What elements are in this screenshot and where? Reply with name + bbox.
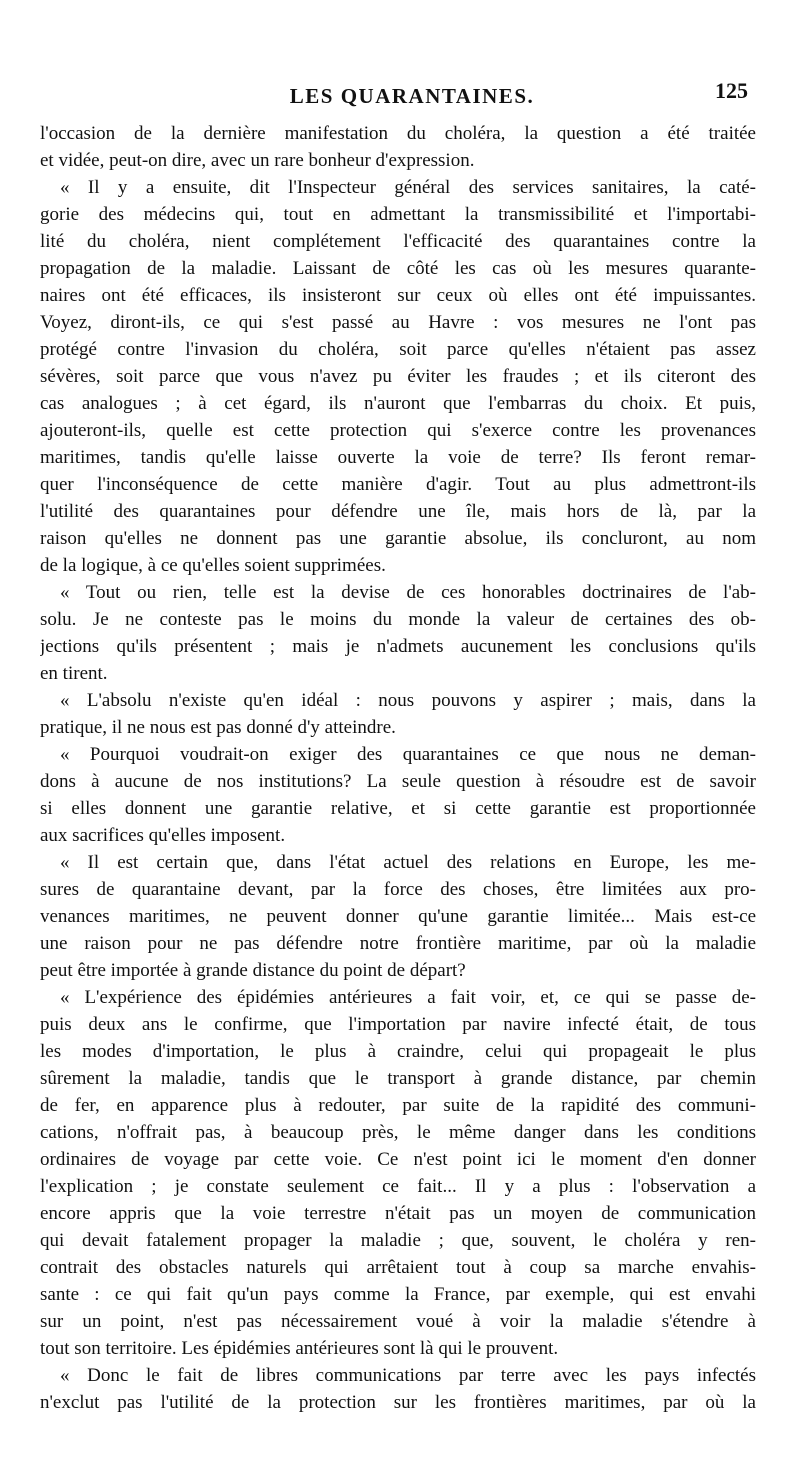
text-line: venances maritimes, ne peuvent donner qu'une garantie limitée... Mais est-ce [40,906,756,927]
text-line: Voyez, diront-ils, ce qui s'est passé au Havre : vos mesures ne l'ont pas [40,312,756,333]
text-line: puis deux ans le confirme, que l'importation par navire infecté était, de tous [40,1014,756,1035]
text-line: jections qu'ils présentent ; mais je n'admets aucunement les conclusions qu'ils [40,636,756,657]
text-line: « L'expérience des épidémies antérieures a fait voir, et, ce qui se passe de- [60,987,756,1008]
text-line: en tirent. [40,663,108,684]
text-line: protégé contre l'invasion du choléra, soit parce qu'elles n'étaient pas assez [40,339,756,360]
text-line: ordinaires de voyage par cette voie. Ce n'est point ici le moment d'en donner [40,1149,756,1170]
text-line: sévères, soit parce que vous n'avez pu éviter les fraudes ; et ils citeront des [40,366,756,387]
text-line: sûrement la maladie, tandis que le transport à grande distance, par chemin [40,1068,756,1089]
text-line: « Il y a ensuite, dit l'Inspecteur général des services sanitaires, la caté- [60,177,756,198]
text-line: gorie des médecins qui, tout en admettant la transmissibilité et l'importabi- [40,204,756,225]
text-line: tout son territoire. Les épidémies antérieures sont là qui le prouvent. [40,1338,559,1359]
text-line: naires ont été efficaces, ils insisteront sur ceux où elles ont été impuissantes. [40,285,756,306]
text-line: « Il est certain que, dans l'état actuel des relations en Europe, les me- [60,852,756,873]
text-line: sur un point, n'est pas nécessairement voué à voir la maladie s'étendre à [40,1311,756,1332]
text-line: « L'absolu n'existe qu'en idéal : nous pouvons y aspirer ; mais, dans la [60,690,756,711]
text-line: ajouteront-ils, quelle est cette protection qui s'exerce contre les provenances [40,420,756,441]
text-line: pratique, il ne nous est pas donné d'y atteindre. [40,717,396,738]
text-line: « Tout ou rien, telle est la devise de ces honorables doctrinaires de l'ab- [60,582,756,603]
text-line: raison qu'elles ne donnent pas une garantie absolue, ils concluront, au nom [40,528,756,549]
text-line: aux sacrifices qu'elles imposent. [40,825,286,846]
text-line: contrait des obstacles naturels qui arrêtaient tout à coup sa marche envahis- [40,1257,756,1278]
text-line: dons à aucune de nos institutions? La seule question à résoudre est de savoir [40,771,756,792]
text-line: cations, n'offrait pas, à beaucoup près, le même danger dans les conditions [40,1122,756,1143]
text-line: « Pourquoi voudrait-on exiger des quarantaines ce que nous ne deman- [60,744,756,765]
body-text [40,120,756,1416]
text-line: si elles donnent une garantie relative, et si cette garantie est proportionnée [40,798,756,819]
text-line: l'explication ; je constate seulement ce fait... Il y a plus : l'observation a [40,1176,756,1197]
text-line: une raison pour ne pas défendre notre frontière maritime, par où la maladie [40,933,756,954]
text-line: quer l'inconséquence de cette manière d'agir. Tout au plus admettront-ils [40,474,756,495]
running-title: LES QUARANTAINES. [289,84,535,108]
text-line: l'utilité des quarantaines pour défendre une île, mais hors de là, par la [40,501,756,522]
text-line: « Donc le fait de libres communications par terre avec les pays infectés [60,1365,756,1386]
text-line: n'exclut pas l'utilité de la protection sur les frontières maritimes, par où la [40,1392,756,1413]
text-line: de fer, en apparence plus à redouter, par suite de la rapidité des communi- [40,1095,756,1116]
text-line: propagation de la maladie. Laissant de côté les cas où les mesures quarante- [40,258,756,279]
page-number: 125 [715,78,748,103]
text-line: maritimes, tandis qu'elle laisse ouverte la voie de terre? Ils feront remar- [40,447,756,468]
text-line: cas analogues ; à cet égard, ils n'auront que l'embarras du choix. Et puis, [40,393,756,414]
text-line: qui devait fatalement propager la maladie ; que, souvent, le choléra y ren- [40,1230,756,1251]
text-line: encore appris que la voie terrestre n'était pas un moyen de communication [40,1203,756,1224]
text-line: et vidée, peut-on dire, avec un rare bonheur d'expression. [40,150,475,171]
text-line: l'occasion de la dernière manifestation du choléra, la question a été traitée [40,123,756,144]
text-line: sante : ce qui fait qu'un pays comme la France, par exemple, qui est envahi [40,1284,756,1305]
text-line: solu. Je ne conteste pas le moins du monde la valeur de certaines des ob- [40,609,756,630]
text-line: sures de quarantaine devant, par la force des choses, être limitées aux pro- [40,879,756,900]
text-line: les modes d'importation, le plus à craindre, celui qui propageait le plus [40,1041,756,1062]
text-line: peut être importée à grande distance du point de départ? [40,960,466,981]
page-header [0,78,800,118]
text-line: lité du choléra, nient complétement l'efficacité des quarantaines contre la [40,231,756,252]
text-line: de la logique, à ce qu'elles soient supprimées. [40,555,386,576]
